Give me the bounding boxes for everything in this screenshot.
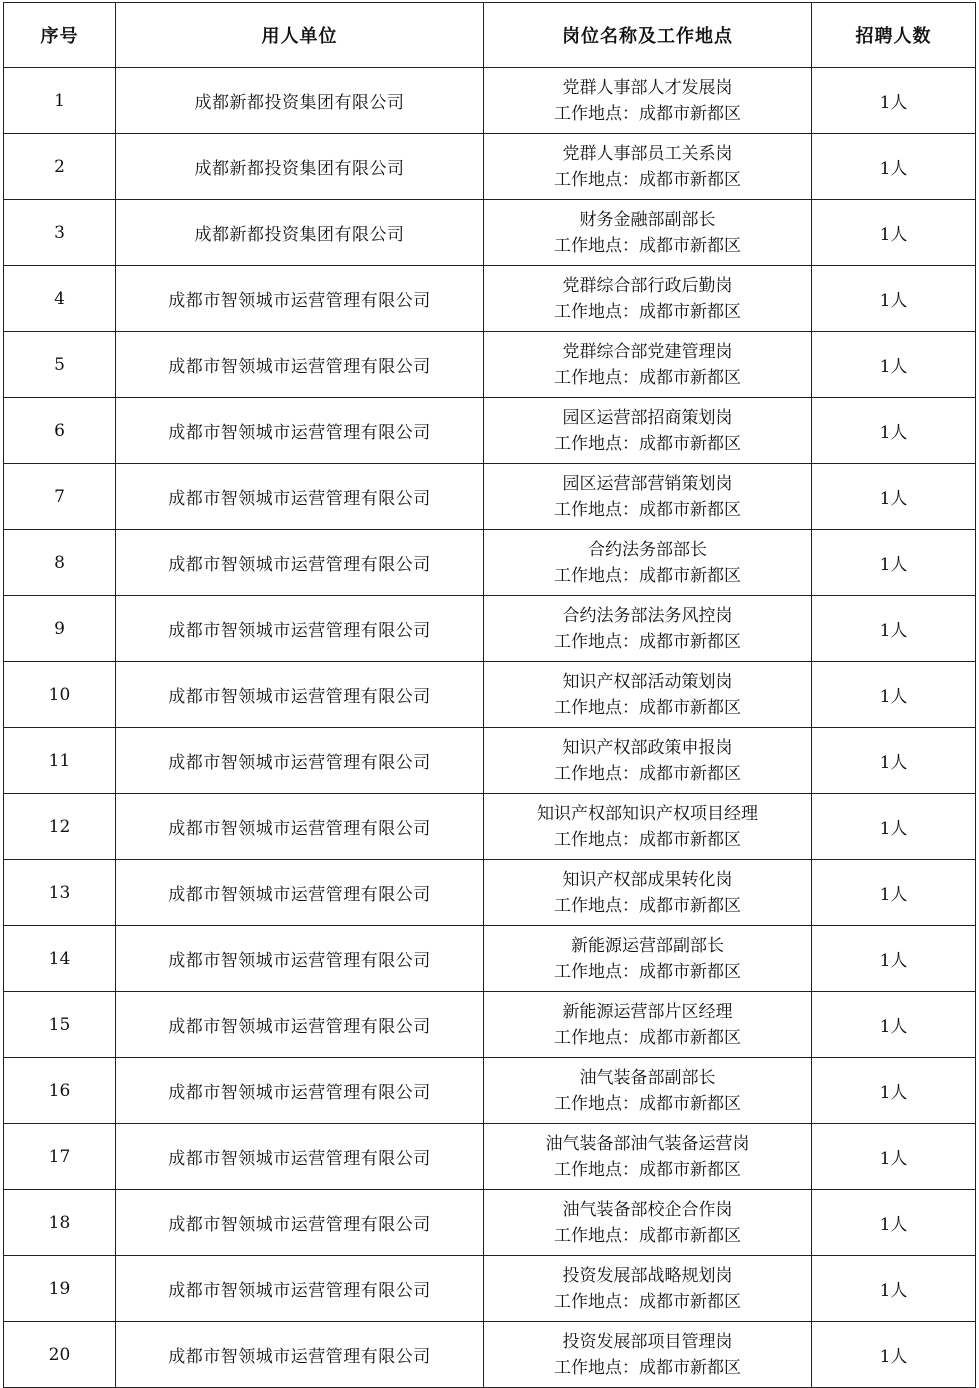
row-position-title: 油气装备部副部长: [579, 1067, 716, 1088]
row-position-cell: [484, 332, 812, 398]
row-employer: 成都市智领城市运营管理有限公司: [116, 860, 484, 926]
row-headcount: 1人: [812, 134, 976, 200]
row-employer: 成都市智领城市运营管理有限公司: [116, 1190, 484, 1256]
row-position-title: 新能源运营部副部长: [571, 935, 724, 956]
row-work-location: 工作地点：成都市新都区: [554, 103, 741, 124]
row-position-title: 园区运营部营销策划岗: [562, 473, 733, 494]
row-employer: 成都市智领城市运营管理有限公司: [116, 530, 484, 596]
header-row: [4, 3, 976, 68]
row-work-location: 工作地点：成都市新都区: [554, 1291, 741, 1312]
row-position-cell: [484, 926, 812, 992]
row-work-location: 工作地点：成都市新都区: [554, 235, 741, 256]
row-headcount: 1人: [812, 728, 976, 794]
row-work-location: 工作地点：成都市新都区: [554, 829, 741, 850]
table-row: [4, 860, 976, 926]
row-work-location: 工作地点：成都市新都区: [554, 499, 741, 520]
table-row: [4, 1322, 976, 1388]
row-position-cell: [484, 200, 812, 266]
row-employer: 成都市智领城市运营管理有限公司: [116, 1322, 484, 1388]
row-index: 19: [4, 1256, 116, 1322]
row-headcount: 1人: [812, 662, 976, 728]
table-row: [4, 992, 976, 1058]
table-row: [4, 1256, 976, 1322]
row-position-title: 知识产权部成果转化岗: [562, 869, 733, 890]
row-employer: 成都新都投资集团有限公司: [116, 134, 484, 200]
row-work-location: 工作地点：成都市新都区: [554, 433, 741, 454]
table-row: [4, 134, 976, 200]
row-employer: 成都新都投资集团有限公司: [116, 68, 484, 134]
table-row: [4, 68, 976, 134]
row-employer: 成都市智领城市运营管理有限公司: [116, 398, 484, 464]
recruitment-table-container: [3, 2, 975, 1388]
row-position-cell: [484, 1322, 812, 1388]
row-index: 1: [4, 68, 116, 134]
row-work-location: 工作地点：成都市新都区: [554, 895, 741, 916]
row-position-title: 党群人事部员工关系岗: [562, 143, 733, 164]
row-work-location: 工作地点：成都市新都区: [554, 367, 741, 388]
table-row: [4, 398, 976, 464]
row-work-location: 工作地点：成都市新都区: [554, 961, 741, 982]
row-headcount: 1人: [812, 464, 976, 530]
row-headcount: 1人: [812, 68, 976, 134]
row-position-cell: [484, 68, 812, 134]
row-headcount: 1人: [812, 200, 976, 266]
row-position-cell: [484, 1190, 812, 1256]
table-row: [4, 662, 976, 728]
row-employer: 成都市智领城市运营管理有限公司: [116, 794, 484, 860]
row-headcount: 1人: [812, 860, 976, 926]
header-employer: 用人单位: [116, 3, 484, 68]
row-headcount: 1人: [812, 1058, 976, 1124]
row-index: 11: [4, 728, 116, 794]
row-headcount: 1人: [812, 1256, 976, 1322]
row-headcount: 1人: [812, 1124, 976, 1190]
row-position-title: 知识产权部活动策划岗: [562, 671, 733, 692]
row-index: 8: [4, 530, 116, 596]
row-position-title: 党群综合部党建管理岗: [562, 341, 733, 362]
header-count: 招聘人数: [812, 3, 976, 68]
table-row: [4, 200, 976, 266]
row-index: 18: [4, 1190, 116, 1256]
row-position-cell: [484, 1124, 812, 1190]
row-employer: 成都市智领城市运营管理有限公司: [116, 728, 484, 794]
row-position-cell: [484, 992, 812, 1058]
row-employer: 成都市智领城市运营管理有限公司: [116, 1256, 484, 1322]
row-position-cell: [484, 134, 812, 200]
row-work-location: 工作地点：成都市新都区: [554, 763, 741, 784]
row-index: 3: [4, 200, 116, 266]
table-row: [4, 332, 976, 398]
row-index: 13: [4, 860, 116, 926]
row-position-title: 党群人事部人才发展岗: [562, 77, 733, 98]
row-index: 7: [4, 464, 116, 530]
recruitment-table: [3, 2, 976, 1388]
row-position-cell: [484, 728, 812, 794]
row-position-title: 油气装备部校企合作岗: [562, 1199, 733, 1220]
row-index: 6: [4, 398, 116, 464]
row-position-title: 园区运营部招商策划岗: [562, 407, 733, 428]
row-position-title: 知识产权部知识产权项目经理: [537, 803, 758, 824]
row-index: 16: [4, 1058, 116, 1124]
row-position-title: 投资发展部战略规划岗: [562, 1265, 733, 1286]
row-work-location: 工作地点：成都市新都区: [554, 1159, 741, 1180]
row-index: 2: [4, 134, 116, 200]
row-index: 5: [4, 332, 116, 398]
row-index: 15: [4, 992, 116, 1058]
row-position-cell: [484, 1058, 812, 1124]
table-row: [4, 596, 976, 662]
row-employer: 成都市智领城市运营管理有限公司: [116, 332, 484, 398]
row-headcount: 1人: [812, 530, 976, 596]
row-position-cell: [484, 530, 812, 596]
table-row: [4, 1058, 976, 1124]
row-position-cell: [484, 398, 812, 464]
row-index: 4: [4, 266, 116, 332]
table-body: [4, 68, 976, 1388]
row-position-title: 党群综合部行政后勤岗: [562, 275, 733, 296]
row-headcount: 1人: [812, 398, 976, 464]
row-employer: 成都市智领城市运营管理有限公司: [116, 266, 484, 332]
row-employer: 成都市智领城市运营管理有限公司: [116, 596, 484, 662]
row-employer: 成都新都投资集团有限公司: [116, 200, 484, 266]
row-employer: 成都市智领城市运营管理有限公司: [116, 662, 484, 728]
table-row: [4, 530, 976, 596]
row-headcount: 1人: [812, 596, 976, 662]
row-index: 14: [4, 926, 116, 992]
row-employer: 成都市智领城市运营管理有限公司: [116, 992, 484, 1058]
table-row: [4, 1190, 976, 1256]
row-position-cell: [484, 794, 812, 860]
header-position: 岗位名称及工作地点: [484, 3, 812, 68]
row-position-cell: [484, 596, 812, 662]
row-headcount: 1人: [812, 926, 976, 992]
row-position-cell: [484, 1256, 812, 1322]
row-work-location: 工作地点：成都市新都区: [554, 301, 741, 322]
table-row: [4, 464, 976, 530]
row-work-location: 工作地点：成都市新都区: [554, 169, 741, 190]
row-work-location: 工作地点：成都市新都区: [554, 1093, 741, 1114]
table-row: [4, 728, 976, 794]
row-position-cell: [484, 860, 812, 926]
row-index: 12: [4, 794, 116, 860]
row-employer: 成都市智领城市运营管理有限公司: [116, 464, 484, 530]
row-position-title: 知识产权部政策申报岗: [562, 737, 733, 758]
row-position-cell: [484, 662, 812, 728]
row-headcount: 1人: [812, 1190, 976, 1256]
row-work-location: 工作地点：成都市新都区: [554, 1225, 741, 1246]
header-index: 序号: [4, 3, 116, 68]
row-work-location: 工作地点：成都市新都区: [554, 697, 741, 718]
table-row: [4, 1124, 976, 1190]
row-index: 17: [4, 1124, 116, 1190]
row-headcount: 1人: [812, 794, 976, 860]
table-row: [4, 926, 976, 992]
row-position-title: 合约法务部法务风控岗: [562, 605, 733, 626]
row-position-title: 投资发展部项目管理岗: [562, 1331, 733, 1352]
row-work-location: 工作地点：成都市新都区: [554, 1357, 741, 1378]
table-row: [4, 794, 976, 860]
row-work-location: 工作地点：成都市新都区: [554, 1027, 741, 1048]
row-work-location: 工作地点：成都市新都区: [554, 565, 741, 586]
row-index: 20: [4, 1322, 116, 1388]
row-headcount: 1人: [812, 1322, 976, 1388]
row-headcount: 1人: [812, 266, 976, 332]
row-employer: 成都市智领城市运营管理有限公司: [116, 926, 484, 992]
row-headcount: 1人: [812, 332, 976, 398]
row-position-cell: [484, 266, 812, 332]
table-row: [4, 266, 976, 332]
row-index: 9: [4, 596, 116, 662]
table-header: [4, 3, 976, 68]
row-position-cell: [484, 464, 812, 530]
row-position-title: 财务金融部副部长: [579, 209, 716, 230]
row-position-title: 新能源运营部片区经理: [562, 1001, 733, 1022]
row-position-title: 合约法务部部长: [588, 539, 707, 560]
row-index: 10: [4, 662, 116, 728]
row-work-location: 工作地点：成都市新都区: [554, 631, 741, 652]
row-employer: 成都市智领城市运营管理有限公司: [116, 1124, 484, 1190]
row-headcount: 1人: [812, 992, 976, 1058]
row-position-title: 油气装备部油气装备运营岗: [545, 1133, 750, 1154]
row-employer: 成都市智领城市运营管理有限公司: [116, 1058, 484, 1124]
